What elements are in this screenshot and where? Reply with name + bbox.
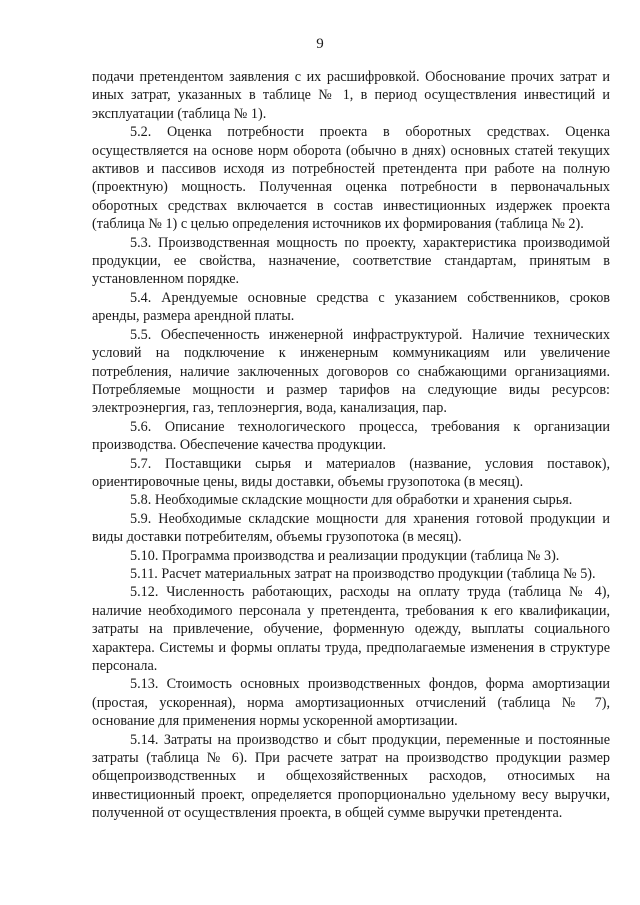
- document-body: [92, 68, 610, 823]
- paragraph-5-5: 5.5. Обеспеченность инженерной инфраструктурой. Наличие технических условий на подключение к инженерным коммуникациям или увеличение потребления, наличие заключенных договоров со снабжающими организациями. Потребляемые мощности и размер тарифов на следующие виды ресурсов: электроэнергия, газ, теплоэнергия, вода, канализация, пар.: [92, 326, 610, 417]
- paragraph-5-11: 5.11. Расчет материальных затрат на производство продукции (таблица № 5).: [130, 565, 596, 582]
- paragraph-5-8: 5.8. Необходимые складские мощности для обработки и хранения сырья.: [130, 492, 573, 509]
- paragraph-5-13: 5.13. Стоимость основных производственных фондов, форма амортизации (простая, ускоренная), норма амортизационных отчислений (таблица № 7), основание для применения нормы ускоренной амортизации.: [92, 676, 610, 730]
- paragraph-5-3: 5.3. Производственная мощность по проекту, характеристика производимой продукции, ее свойства, назначение, соответствие стандартам, принятым в установленном порядке.: [92, 234, 610, 288]
- paragraph-5-7: 5.7. Поставщики сырья и материалов (название, условия поставок), ориентировочные цены, виды доставки, объемы грузопотока (в месяц).: [92, 455, 610, 490]
- paragraph-5-4: 5.4. Арендуемые основные средства с указанием собственников, сроков аренды, размера арендной платы.: [92, 289, 610, 325]
- paragraph-5-10: 5.10. Программа производства и реализации продукции (таблица № 3).: [130, 547, 560, 564]
- paragraph-5-9: 5.9. Необходимые складские мощности для хранения готовой продукции и виды доставки потребителям, объемы грузопотока (в месяц).: [92, 510, 610, 546]
- paragraph-5-12: 5.12. Численность работающих, расходы на оплату труда (таблица № 4), наличие необходимого персонала у претендента, требования к его квалификации, затраты на привлечение, обучение, форменную одежду, выплаты социального характера. Системы и формы оплаты труда, предполагаемые изменения в структуре персонала.: [92, 584, 610, 674]
- paragraph-continuation: подачи претендентом заявления с их расшифровкой. Обоснование прочих затрат и иных затрат, указанных в таблице № 1, в период осуществления инвестиций и эксплуатации (таблица № 1).: [92, 69, 610, 122]
- paragraph-5-2: 5.2. Оценка потребности проекта в оборотных средствах. Оценка осуществляется на основе норм оборота (обычно в днях) основных статей текущих активов и пассивов исходя из потребностей претендента при работе на полную (проектную) мощность. Полученная оценка потребности в первоначальных оборотных средствах включается в состав инвестиционных издержек проекта (таблица № 1) с целью определения источников их формирования (таблица № 2).: [92, 124, 610, 233]
- page-number: 9: [316, 36, 324, 52]
- paragraph-5-6: 5.6. Описание технологического процесса, требования к организации производства. Обеспечение качества продукции.: [92, 418, 610, 454]
- paragraph-5-14: 5.14. Затраты на производство и сбыт продукции, переменные и постоянные затраты (таблица № 6). При расчете затрат на производство продукции размер общепроизводственных и общехозяйственных расходов, относимых на инвестиционный проект, определяется пропорционально удельному весу выручки, полученной от осуществления проекта, в общей сумме выручки претендента.: [92, 731, 610, 822]
